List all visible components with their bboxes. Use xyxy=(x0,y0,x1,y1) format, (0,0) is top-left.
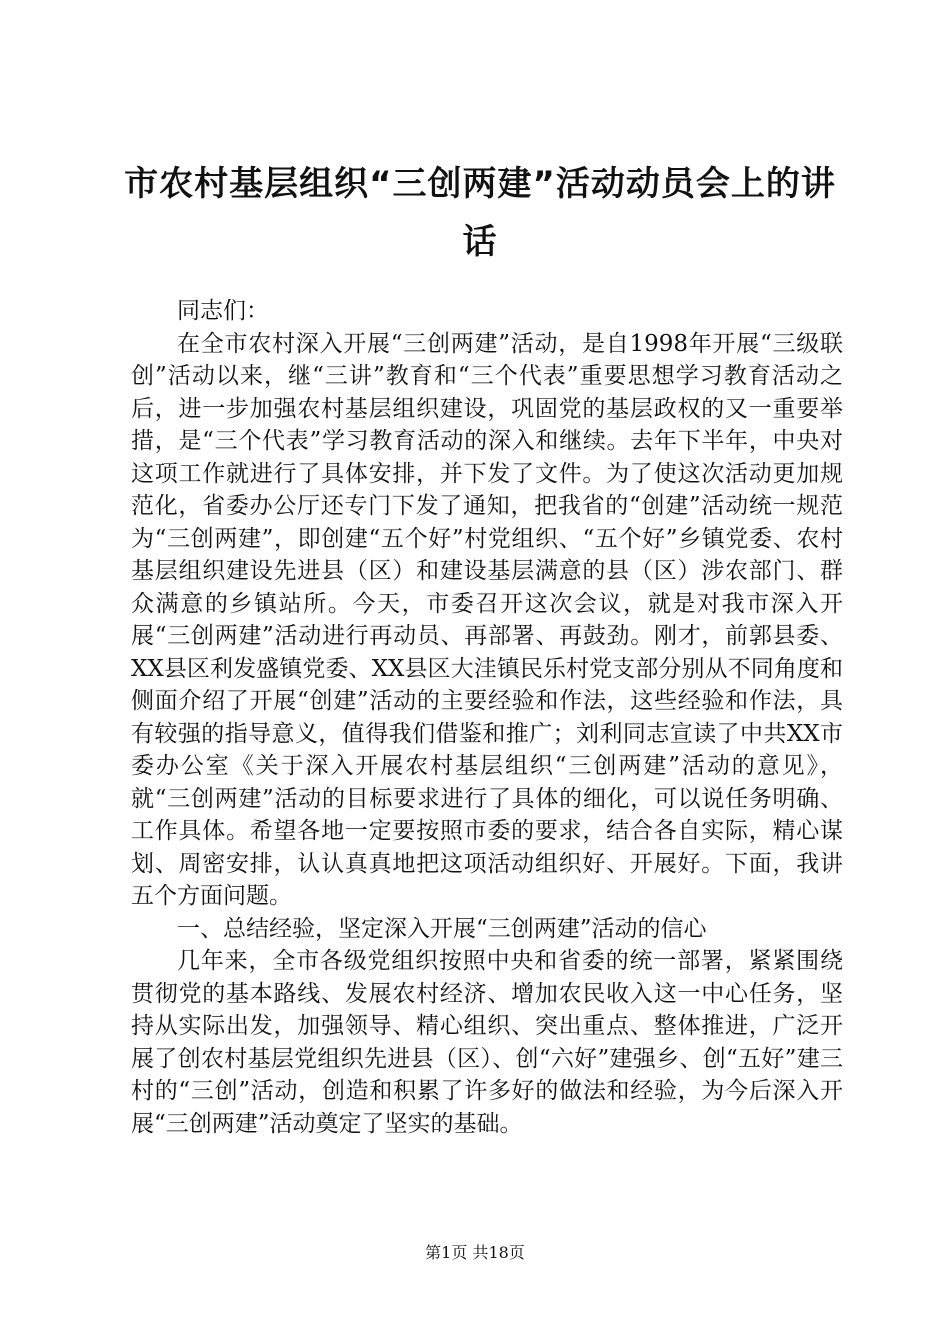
section-paragraph: 几年来，全市各级党组织按照中央和省委的统一部署，紧紧围绕贯彻党的基本路线、发展农村经济、增加农民收入这一中心任务，坚持从实际出发，加强领导、精心组织、突出重点、整体推进，广泛开展了创农村基层党组织先进县（区）、创“六好”建强乡、创“五好”建三村的“三创”活动，创造和积累了许多好的做法和经验，为今后深入开展“三创两建”活动奠定了坚实的基础。 xyxy=(131,948,843,1137)
page-footer: 第1页 共18页 xyxy=(425,1243,525,1262)
intro-paragraph: 在全市农村深入开展“三创两建”活动，是自1998年开展“三级联创”活动以来，继“三讲”教育和“三个代表”重要思想学习教育活动之后，进一步加强农村基层组织建设，巩固党的基层政权的又一重要举措，是“三个代表”学习教育活动的深入和继续。去年下半年，中央对这项工作就进行了具体安排，并下发了文件。为了使这次活动更加规范化，省委办公厅还专门下发了通知，把我省的“创建”活动统一规范为“三创两建”，即创建“五个好”村党组织、“五个好”乡镇党委、农村基层组织建设先进县（区）和建设基层满意的县（区）涉农部门、群众满意的乡镇站所。今天，市委召开这次会议，就是对我市深入开展“三创两建”活动进行再动员、再部署、再鼓劲。刚才，前郭县委、XX县区利发盛镇党委、XX县区大洼镇民乐村党支部分别从不同角度和侧面介绍了开展“创建”活动的主要经验和作法，这些经验和作法，具有较强的指导意义，值得我们借鉴和推广；刘利同志宣读了中共XX市委办公室《关于深入开展农村基层组织“三创两建”活动的意见》，就“三创两建”活动的目标要求进行了具体的细化，可以说任务明确、工作具体。希望各地一定要按照市委的要求，结合各自实际，精心谋划、周密安排，认认真真地把这项活动组织好、开展好。下面，我讲五个方面问题。 xyxy=(131,330,843,909)
document-title: 市农村基层组织“三创两建”活动动员会上的讲话 xyxy=(124,164,836,262)
section-heading: 一、总结经验，坚定深入开展“三创两建”活动的信心 xyxy=(177,915,707,942)
salutation: 同志们： xyxy=(177,298,269,324)
document-body xyxy=(131,295,843,1140)
